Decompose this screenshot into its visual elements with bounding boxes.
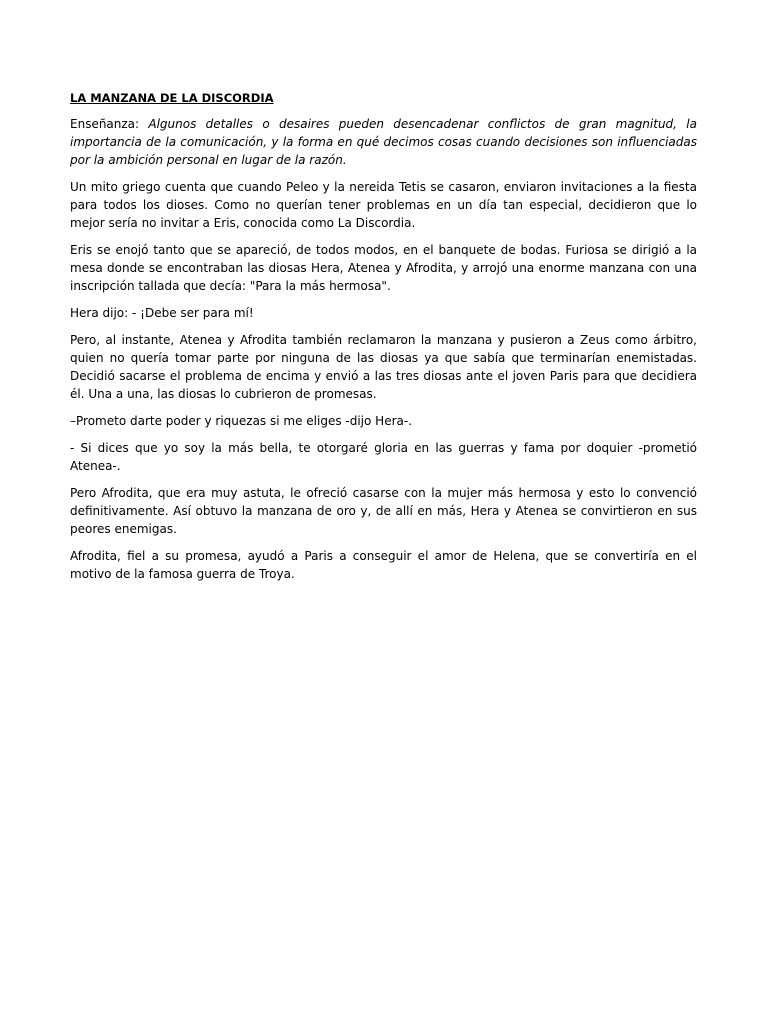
- paragraph-atenea-promise: - Si dices que yo soy la más bella, te otorgaré gloria en las guerras y fama por doquier -prometió Atenea-.: [70, 441, 697, 473]
- paragraph-judgement: Pero, al instante, Atenea y Afrodita también reclamaron la manzana y pusieron a Zeus como árbitro, quien no quería tomar parte por ninguna de las diosas ya que sabía que terminarían enemistadas. Decidió sacarse el problema de encima y envió a las tres diosas ante el joven Paris para que decidiera él. Una a una, las diosas lo cubrieron de promesas.: [70, 333, 697, 401]
- document-page: [70, 89, 697, 592]
- paragraph-wedding: Un mito griego cuenta que cuando Peleo y la nereida Tetis se casaron, enviaron invitaciones a la fiesta para todos los dioses. Como no querían tener problemas en un día tan especial, decidieron que lo mejor sería no invitar a Eris, conocida como La Discordia.: [70, 180, 697, 230]
- paragraph-hera-claim: Hera dijo: - ¡Debe ser para mí!: [70, 306, 254, 320]
- document-title: LA MANZANA DE LA DISCORDIA: [70, 91, 274, 105]
- paragraph-eris: Eris se enojó tanto que se apareció, de todos modos, en el banquete de bodas. Furiosa se dirigió a la mesa donde se encontraban las diosas Hera, Atenea y Afrodita, y arrojó una enorme manzana con una inscripción tallada que decía: "Para la más hermosa".: [70, 243, 697, 293]
- teaching-label: Enseñanza:: [70, 117, 149, 131]
- paragraph-helena: Afrodita, fiel a su promesa, ayudó a Paris a conseguir el amor de Helena, que se convertiría en el motivo de la famosa guerra de Troya.: [70, 549, 697, 581]
- teaching-paragraph: [70, 115, 697, 169]
- paragraph-afrodita-offer: Pero Afrodita, que era muy astuta, le ofreció casarse con la mujer más hermosa y esto lo convenció definitivamente. Así obtuvo la manzana de oro y, de allí en más, Hera y Atenea se convirtieron en sus peores enemigas.: [70, 486, 697, 536]
- teaching-text: Algunos detalles o desaires pueden desencadenar conflictos de gran magnitud, la importancia de la comunicación, y la forma en qué decimos cosas cuando decisiones son influenciadas por la ambición personal en lugar de la razón.: [70, 117, 697, 167]
- paragraph-hera-promise: –Prometo darte poder y riquezas si me eliges -dijo Hera-.: [70, 414, 413, 428]
